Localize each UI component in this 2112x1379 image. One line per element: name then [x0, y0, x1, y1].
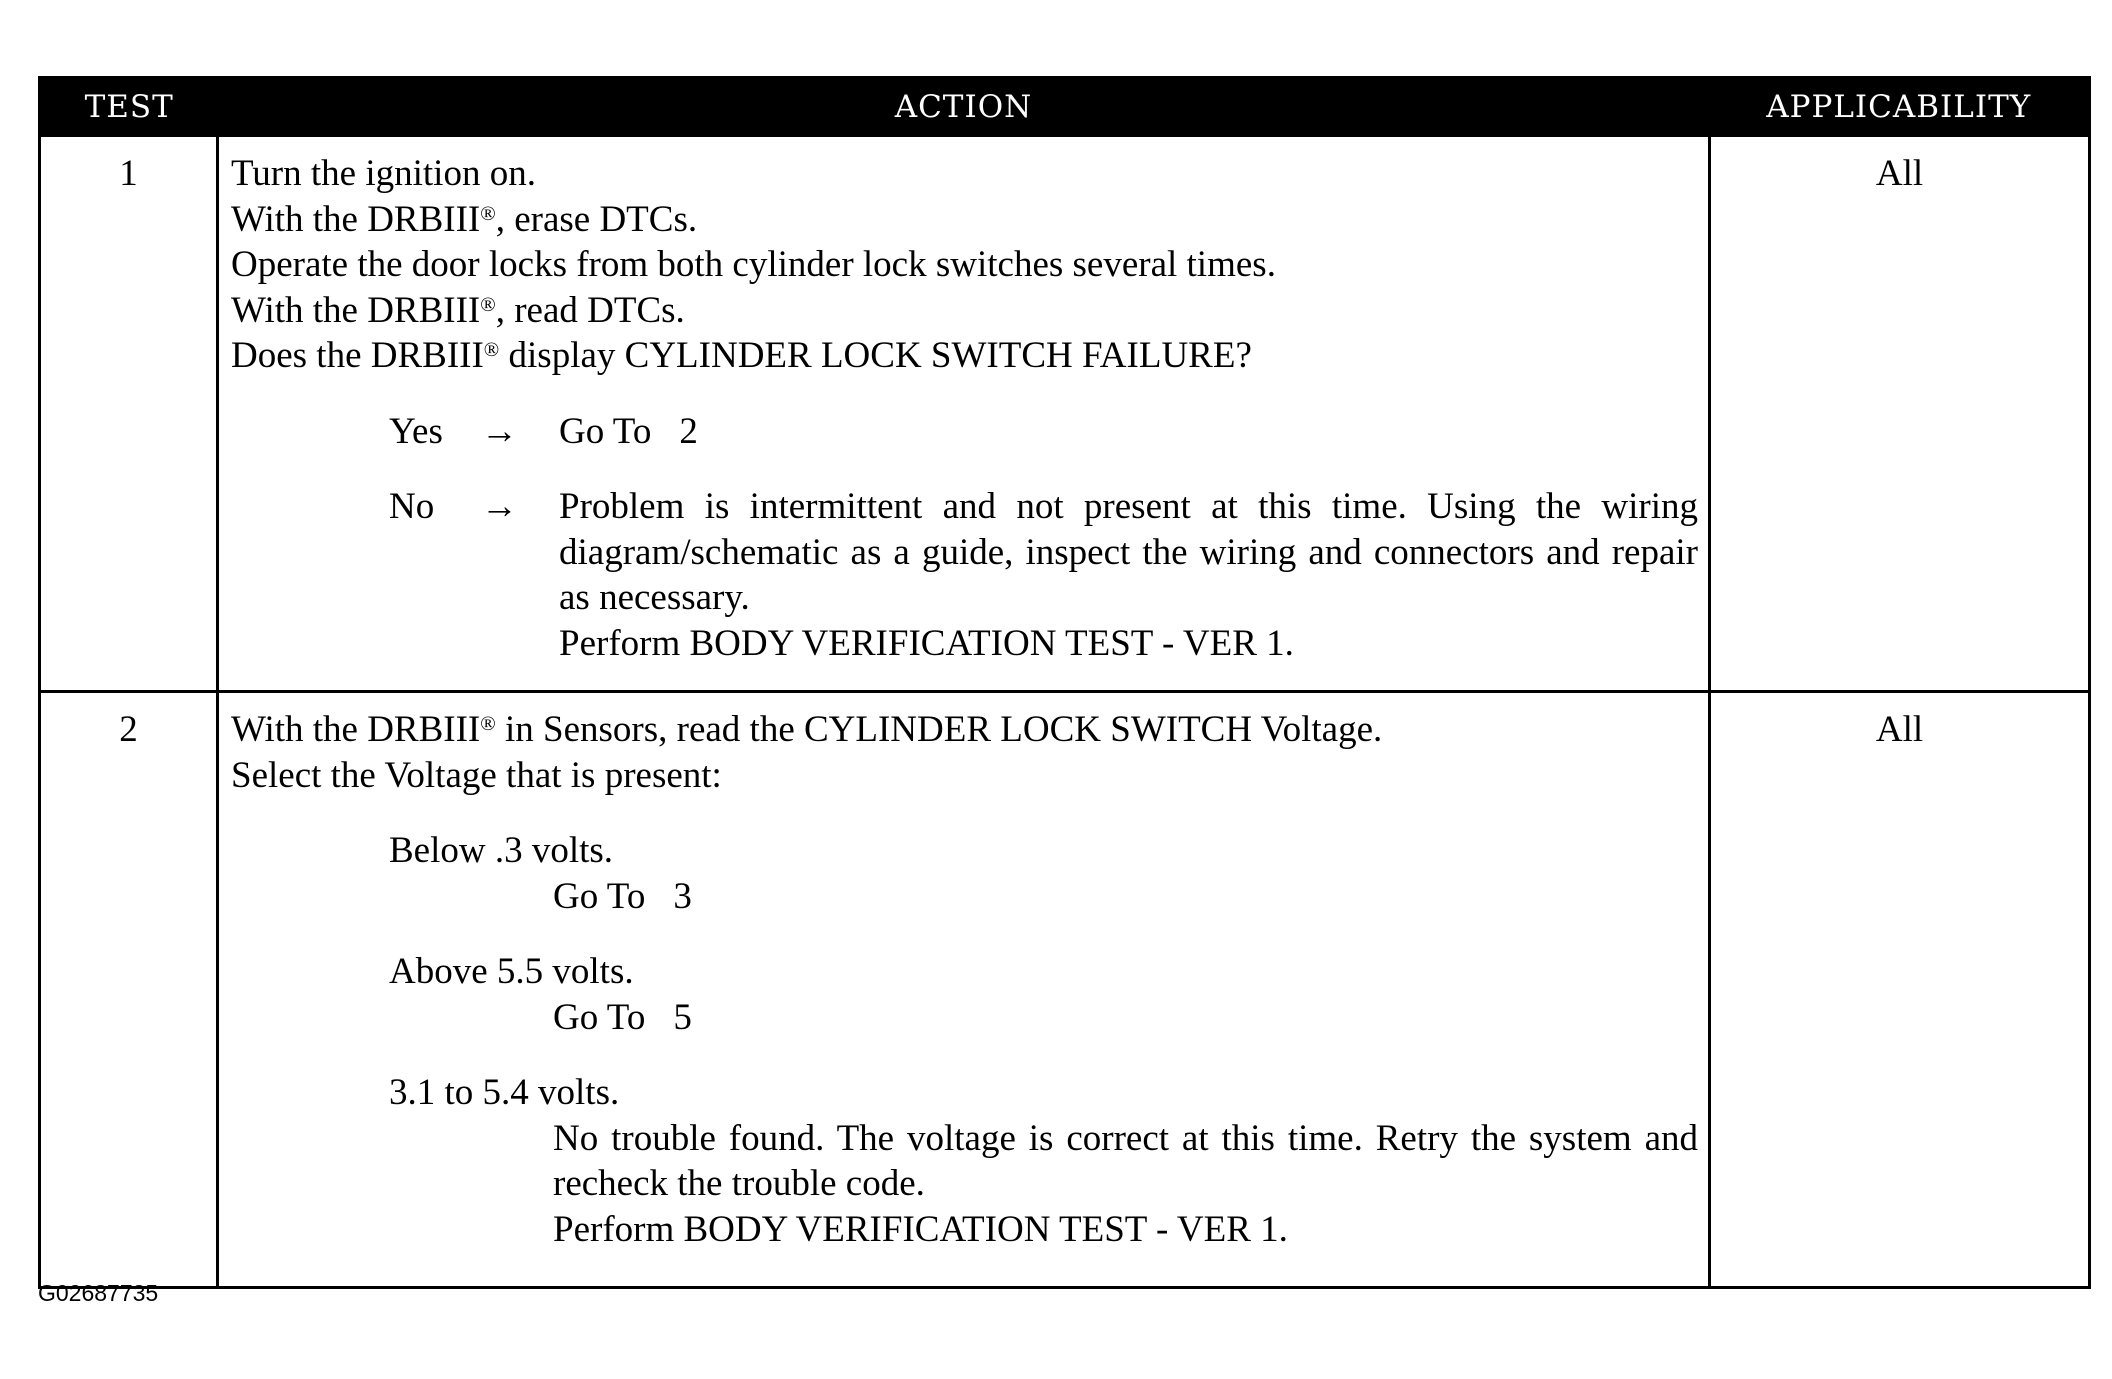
- test-number: 2: [40, 692, 218, 1288]
- registered-mark: ®: [480, 712, 496, 735]
- action-cell: [218, 136, 1710, 692]
- voltage-label: Below .3 volts.: [389, 830, 614, 871]
- goto-instruction: Go To 5: [553, 996, 692, 1038]
- step-line: Turn the ignition on.: [231, 153, 536, 194]
- goto-target: 2: [679, 410, 698, 452]
- applicability-value: All: [1710, 692, 2090, 1288]
- table-header: [40, 78, 2090, 136]
- branch-no: [231, 484, 1698, 666]
- table-row: [40, 136, 2090, 692]
- test-number: 1: [40, 136, 218, 692]
- header-action: ACTION: [218, 78, 1710, 136]
- step-line: With the DRBIII®, read DTCs.: [231, 289, 685, 331]
- registered-mark: ®: [480, 202, 496, 225]
- arrow-icon: →: [481, 410, 518, 452]
- branch-text: Problem is intermittent and not present at this time. Using the wiring diagram/schematic as a guide, inspect the wiring and connectors and repair as necessary.: [559, 486, 1698, 618]
- result-text: No trouble found. The voltage is correct at this time. Retry the system and recheck the trouble code.: [553, 1117, 1698, 1204]
- goto-target: 3: [673, 875, 692, 917]
- header-test: TEST: [40, 78, 218, 136]
- registered-mark: ®: [483, 338, 500, 361]
- step-line: Select the Voltage that is present:: [231, 754, 722, 796]
- perform-instruction: Perform BODY VERIFICATION TEST - VER 1.: [559, 622, 1294, 664]
- branch-yes: [231, 409, 1698, 455]
- branch-label-yes: Yes: [389, 410, 443, 452]
- step-line: With the DRBIII® in Sensors, read the CYLINDER LOCK SWITCH Voltage.: [231, 709, 1383, 750]
- step-line: With the DRBIII®, erase DTCs.: [231, 198, 698, 240]
- diagnostic-test-table: [38, 76, 2091, 1289]
- goto-target: 5: [673, 996, 692, 1038]
- voltage-option: [231, 828, 1698, 919]
- action-cell: [218, 692, 1710, 1288]
- table-row: [40, 692, 2090, 1288]
- goto-instruction: Go To 3: [553, 875, 692, 917]
- applicability-value: All: [1710, 136, 2090, 692]
- voltage-label: Above 5.5 volts.: [389, 951, 634, 992]
- perform-instruction: Perform BODY VERIFICATION TEST - VER 1.: [553, 1208, 1288, 1250]
- branch-label-no: No: [389, 486, 435, 527]
- registered-mark: ®: [480, 293, 496, 316]
- branch-instruction: [559, 484, 1698, 666]
- question-line: Does the DRBIII® display CYLINDER LOCK SWITCH FAILURE?: [231, 335, 1252, 376]
- step-line: Operate the door locks from both cylinder lock switches several times.: [231, 244, 1276, 285]
- figure-id: G02687735: [38, 1280, 159, 1306]
- voltage-option: [231, 1070, 1698, 1252]
- header-applicability: APPLICABILITY: [1710, 78, 2090, 136]
- arrow-icon: →: [481, 486, 518, 527]
- goto-instruction: Go To 2: [559, 410, 698, 452]
- voltage-option: [231, 949, 1698, 1040]
- voltage-label: 3.1 to 5.4 volts.: [389, 1072, 620, 1113]
